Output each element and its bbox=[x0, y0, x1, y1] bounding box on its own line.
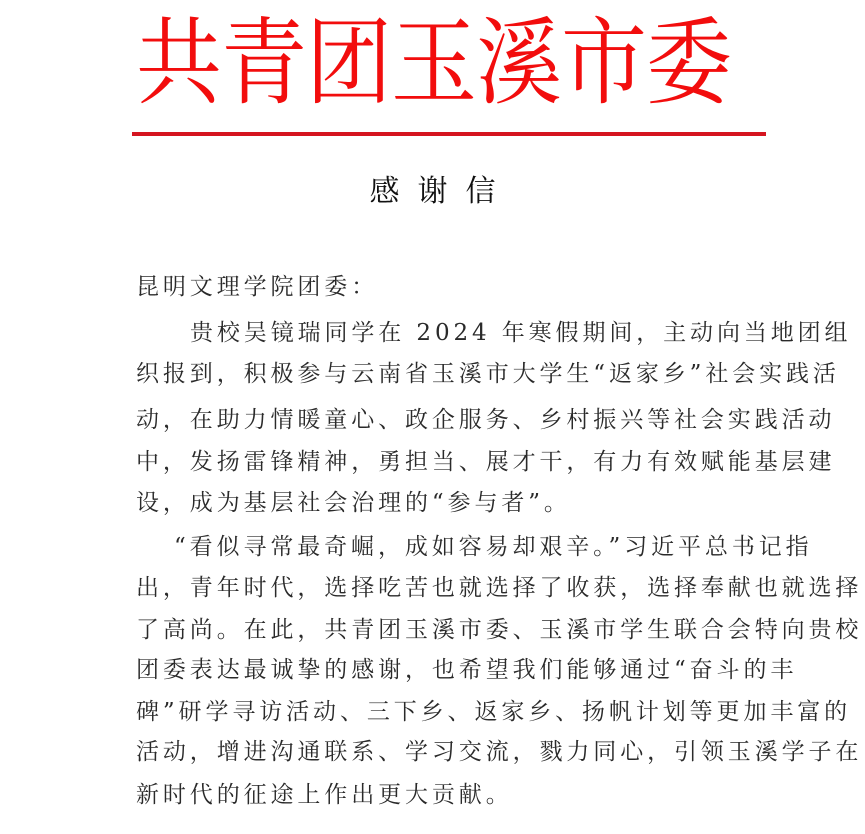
paragraph-1-line-2: 织报到，积极参与云南省玉溪市大学生“返家乡”社会实践活 bbox=[136, 361, 840, 387]
paragraph-1-line-3: 动，在助力情暖童心、政企服务、乡村振兴等社会实践活动 bbox=[136, 407, 836, 433]
letterhead-organization-title: 共青团玉溪市委 bbox=[136, 8, 731, 119]
letterhead-red-rule bbox=[132, 132, 766, 136]
paragraph-1-line-4: 中，发扬雷锋精神，勇担当、展才干，有力有效赋能基层建 bbox=[136, 449, 836, 475]
paragraph-1-line-1: 贵校吴镜瑞同学在 2024 年寒假期间，主动向当地团组 bbox=[190, 320, 852, 346]
paragraph-2-line-4: 团委表达最诚挚的感谢，也希望我们能够通过“奋斗的丰 bbox=[136, 657, 798, 683]
document-heading: 感谢信 bbox=[369, 174, 514, 209]
paragraph-2-line-7: 新时代的征途上作出更大贡献。 bbox=[136, 782, 513, 808]
paragraph-2-line-6: 活动，增进沟通联系、学习交流，戮力同心，引领玉溪学子在 bbox=[136, 739, 863, 765]
paragraph-2-line-3: 了高尚。在此，共青团玉溪市委、玉溪市学生联合会特向贵校 bbox=[136, 617, 863, 643]
paragraph-2-line-1: “看似寻常最奇崛，成如容易却艰辛。”习近平总书记指 bbox=[174, 534, 813, 560]
paragraph-2-line-5: 碑”研学寻访活动、三下乡、返家乡、扬帆计划等更加丰富的 bbox=[136, 699, 852, 725]
paragraph-1-line-5: 设，成为基层社会治理的“参与者”。 bbox=[136, 490, 571, 516]
salutation: 昆明文理学院团委： bbox=[136, 274, 379, 300]
paragraph-2-line-2: 出，青年时代，选择吃苦也就选择了收获，选择奉献也就选择 bbox=[136, 575, 863, 601]
